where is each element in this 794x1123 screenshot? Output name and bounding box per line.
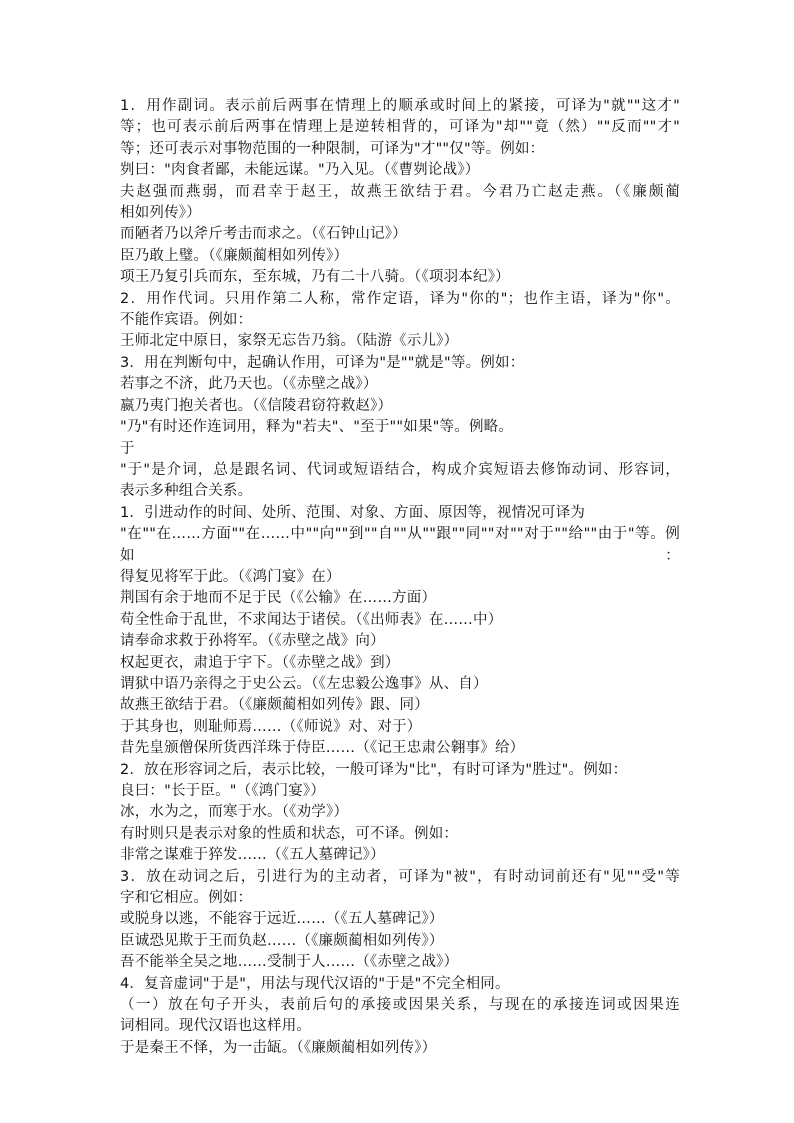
text-line: 苟全性命于乱世，不求闻达于诸侯。（《出师表》在……中） bbox=[120, 611, 503, 628]
text-line: 而陋者乃以斧斤考击而求之。（《石钟山记》） bbox=[120, 226, 407, 243]
text-line: 1．用作副词。表示前后两事在情理上的顺承或时间上的紧接，可译为"就""这才" bbox=[120, 98, 680, 114]
text-line: 嬴乃夷门抱关者也。（《信陵君窃符救赵》） bbox=[120, 397, 393, 414]
text-line: 不能作宾语。例如： bbox=[120, 312, 253, 329]
text-line: "于"是介词，总是跟名词、代词或短语结合，构成介宾短语去修饰动词、形容词， bbox=[120, 461, 680, 478]
text-line: （一）放在句子开头，表前后句的承接或因果关系，与现在的承接连词或因果连 bbox=[120, 997, 680, 1014]
text-line: 2．用作代词。只用作第二人称，常作定语，译为"你的"；也作主语，译为"你"。 bbox=[120, 290, 680, 307]
text-line: 项王乃复引兵而东，至东城，乃有二十八骑。（《项羽本纪》） bbox=[120, 269, 510, 286]
text-line: 王师北定中原日，家祭无忘告乃翁。（陆游《示儿》） bbox=[120, 333, 459, 350]
text-line: 等；也可表示前后两事在情理上是逆转相背的，可译为"却""竟（然）""反而""才" bbox=[120, 119, 680, 136]
text-line: 于其身也，则耻师焉……（《师说》对、对于） bbox=[120, 718, 422, 735]
text-line: 有时则只是表示对象的性质和状态，可不译。例如： bbox=[120, 825, 459, 842]
text-line: 2．放在形容词之后，表示比较，一般可译为"比"，有时可译为"胜过"。例如： bbox=[120, 761, 628, 778]
text-line: 昔先皇颁僧保所货西洋珠于侍臣……（《记王忠肃公翱事》给） bbox=[120, 740, 525, 757]
text-line: 冰，水为之，而寒于水。（《劝学》） bbox=[120, 804, 349, 821]
text-line: 吾不能举全吴之地……受制于人……（《赤壁之战》） bbox=[120, 954, 459, 971]
text-line: 1．引进动作的时间、处所、范围、对象、方面、原因等，视情况可译为 bbox=[120, 504, 586, 521]
text-line: 刿曰："肉食者鄙，未能远谋。"乃入见。（《曹刿论战》） bbox=[120, 162, 480, 179]
text-line: 谓狱中语乃亲得之于史公云。（《左忠毅公逸事》从、自） bbox=[120, 675, 488, 692]
text-line: 于是秦王不怿，为一击缻。（《廉颇蔺相如列传》） bbox=[120, 1039, 437, 1056]
text-line: 请奉命求救于孙将军。（《赤壁之战》向） bbox=[120, 633, 385, 650]
text-line: 非常之谋难于猝发……（《五人墓碑记》） bbox=[120, 847, 385, 864]
text-line: 得复见将军于此。（《鸿门宴》在） bbox=[120, 568, 341, 585]
text-line: 荆国有余于地而不足于民（《公输》在……方面） bbox=[120, 590, 437, 607]
text-line: 权起更衣，肃追于宇下。（《赤壁之战》到） bbox=[120, 654, 400, 671]
text-line: "乃"有时还作连词用，释为"若夫"、"至于""如果"等。例略。 bbox=[120, 419, 514, 436]
text-line: 相如列传》） bbox=[120, 205, 201, 222]
text-line: 或脱身以逃，不能容于远近……（《五人墓碑记》） bbox=[120, 911, 444, 928]
text-line: 3．用在判断句中，起确认作用，可译为"是""就是"等。例如： bbox=[120, 354, 525, 371]
text-line: 等；还可表示对事物范围的一种限制，可译为"才""仅"等。例如： bbox=[120, 140, 545, 157]
text-line: 于 bbox=[120, 440, 135, 457]
text-line: 词相同。现代汉语也这样用。 bbox=[120, 1018, 312, 1035]
text-line: "在""在……方面""在……中""向""到""自""从""跟""同""对""对于""给""由于"等。例如： bbox=[120, 526, 680, 564]
text-line: 字和它相应。例如： bbox=[120, 890, 253, 907]
text-line: 4．复音虚词"于是"，用法与现代汉语的"于是"不完全相同。 bbox=[120, 975, 510, 992]
text-line: 故燕王欲结于君。（《廉颇蔺相如列传》跟、同） bbox=[120, 697, 429, 714]
text-line: 臣乃敢上璧。（《廉颇蔺相如列传》） bbox=[120, 247, 349, 264]
text-line: 臣诚恐见欺于王而负赵……（《廉颇蔺相如列传》） bbox=[120, 932, 444, 949]
text-line: 表示多种组合关系。 bbox=[120, 483, 253, 500]
document-page bbox=[120, 96, 680, 1059]
text-line: 良曰："长于臣。"（《鸿门宴》） bbox=[120, 783, 326, 799]
text-line: 夫赵强而燕弱，而君幸于赵王，故燕王欲结于君。今君乃亡赵走燕。（《廉颇蔺 bbox=[120, 183, 680, 200]
text-line: 若事之不济，此乃天也。（《赤壁之战》） bbox=[120, 376, 378, 393]
text-line: 3．放在动词之后，引进行为的主动者，可译为"被"，有时动词前还有"见""受"等 bbox=[120, 868, 680, 885]
